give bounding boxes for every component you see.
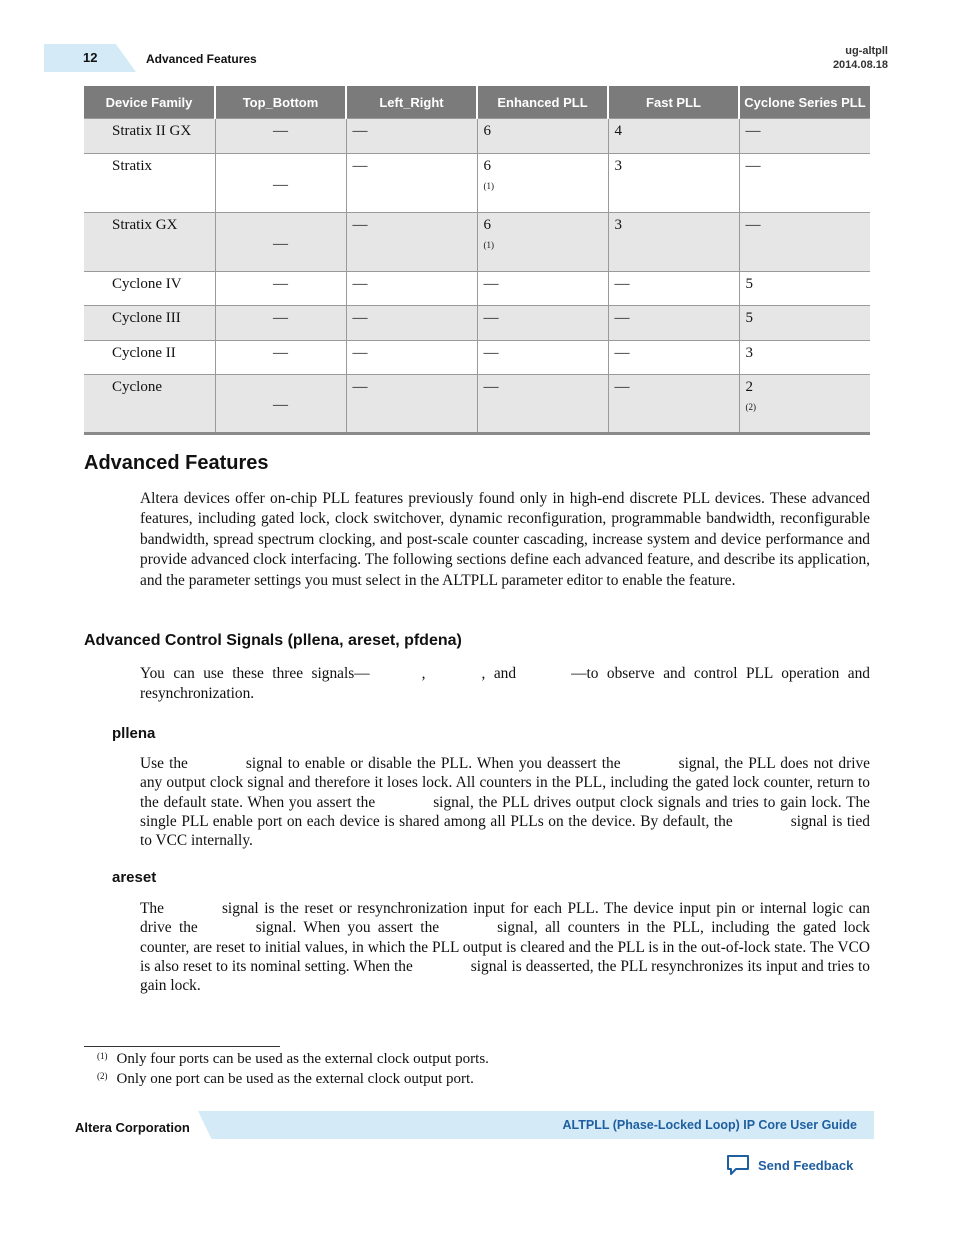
- footer-guide-title[interactable]: ALTPLL (Phase-Locked Loop) IP Core User Guide: [562, 1118, 857, 1132]
- column-header: Device Family: [84, 86, 215, 119]
- footnote: [97, 1051, 489, 1068]
- column-header: Left_Right: [346, 86, 477, 119]
- table-row: [84, 306, 870, 341]
- footnote-divider: [84, 1046, 280, 1047]
- table-row: [84, 119, 870, 154]
- cell-fast: —: [608, 341, 739, 375]
- doc-date: 2014.08.18: [832, 59, 888, 71]
- footnote-ref: (1): [483, 181, 494, 191]
- areset-paragraph: [140, 899, 870, 995]
- pll-device-table: [84, 86, 870, 435]
- cell-fast: —: [608, 272, 739, 306]
- feedback-speech-bubble-icon: [726, 1154, 750, 1176]
- cell-left-right: —: [346, 213, 477, 272]
- text-run: Use the: [140, 755, 188, 772]
- cell-top-bottom: —: [215, 375, 346, 434]
- cell-device: Stratix: [84, 154, 215, 213]
- table-row: [84, 154, 870, 213]
- table-row: [84, 272, 870, 306]
- advanced-features-paragraph: Altera devices offer on-chip PLL features previously found only in high-end discrete PLL devices. These advanced features, including gated lock, clock switchover, dynamic reconfiguration, programmable bandwidth, reconfigurable bandwidth, spread spectrum clocking, and post-scale counter cascading, increase system and device performance and provide advanced clock interfacing. The following sections define each advanced feature, and describe its application, and the parameter settings you must select in the ALTPLL parameter editor to enable the feature.: [140, 490, 870, 589]
- table-header-row: [84, 86, 870, 119]
- page-number: 12: [83, 50, 98, 65]
- column-header: Top_Bottom: [215, 86, 346, 119]
- text-run: signal. When you assert the: [255, 919, 440, 937]
- section-heading: Advanced Features: [84, 452, 269, 474]
- cell-value: 2: [745, 379, 753, 395]
- cell-enhanced: —: [477, 341, 608, 375]
- send-feedback-label: Send Feedback: [758, 1157, 854, 1173]
- cell-enhanced: [477, 213, 608, 272]
- cell-device: Cyclone: [84, 375, 215, 434]
- cell-fast: —: [608, 375, 739, 434]
- footnote-mark: (2): [97, 1071, 108, 1081]
- cell-cyclone: 5: [739, 306, 870, 341]
- text-run: signal, all counters in the PLL, including the gated lock counter, are reset to initial values, in which the PLL output is cleared and the PLL is in the out-of-lock state. The VCO is also reset to its nominal setting. When the: [140, 919, 871, 975]
- footnote-mark: (1): [97, 1051, 108, 1061]
- footer-company: Altera Corporation: [75, 1120, 190, 1135]
- control-signals-paragraph: [140, 664, 870, 705]
- cell-top-bottom: —: [215, 306, 346, 341]
- doc-id: ug-altpll: [845, 45, 888, 57]
- cell-cyclone: —: [739, 213, 870, 272]
- cell-cyclone: —: [739, 154, 870, 213]
- pllena-paragraph: [140, 754, 870, 850]
- footnote-ref: (2): [745, 402, 756, 412]
- cell-enhanced: [477, 154, 608, 213]
- cell-top-bottom: —: [215, 272, 346, 306]
- text-run: , and: [481, 665, 517, 682]
- cell-enhanced: 6: [477, 119, 608, 154]
- cell-fast: 3: [608, 213, 739, 272]
- send-feedback-link[interactable]: [726, 1154, 853, 1176]
- text-run: ,: [421, 665, 426, 682]
- cell-cyclone: [739, 375, 870, 434]
- cell-left-right: —: [346, 306, 477, 341]
- cell-value: 6: [483, 158, 491, 174]
- cell-device: Cyclone IV: [84, 272, 215, 306]
- cell-top-bottom: —: [215, 213, 346, 272]
- text-run: —to observe and control PLL operation and resynchronization.: [140, 665, 870, 703]
- subsubsection-heading: areset: [112, 869, 157, 886]
- text-run: signal is deasserted, the PLL resynchronizes its input and tries to gain lock.: [140, 957, 870, 995]
- cell-top-bottom: —: [215, 154, 346, 213]
- header-section-title: Advanced Features: [146, 52, 257, 66]
- cell-left-right: —: [346, 119, 477, 154]
- text-run: signal is the reset or resynchronization input for each PLL. The device input pin or internal logic can drive the: [140, 900, 870, 937]
- cell-left-right: —: [346, 154, 477, 213]
- cell-top-bottom: —: [215, 119, 346, 154]
- cell-cyclone: 3: [739, 341, 870, 375]
- text-run: signal, the PLL does not drive any output clock signal and therefore it loses lock. All counters in the PLL, including the gated lock counter, return to the default state. When you assert the: [140, 755, 870, 811]
- column-header: Fast PLL: [608, 86, 739, 119]
- header-doc-info: [833, 44, 888, 72]
- cell-fast: —: [608, 306, 739, 341]
- text-run: signal is tied to VCC internally.: [140, 812, 870, 850]
- footnote-ref: (1): [483, 240, 494, 250]
- cell-enhanced: —: [477, 375, 608, 434]
- text-run: The: [140, 900, 164, 917]
- cell-left-right: —: [346, 341, 477, 375]
- table-row: [84, 341, 870, 375]
- cell-cyclone: —: [739, 119, 870, 154]
- cell-value: 6: [483, 217, 491, 233]
- cell-fast: 3: [608, 154, 739, 213]
- cell-device: Cyclone III: [84, 306, 215, 341]
- footnote-text: Only four ports can be used as the external clock output ports.: [116, 1051, 489, 1067]
- subsubsection-heading: pllena: [112, 725, 156, 742]
- cell-device: Stratix II GX: [84, 119, 215, 154]
- text-run: signal, the PLL drives output clock signals and tries to gain lock. The single PLL enable port on each device is shared among all PLLs on the device. By default, the: [140, 793, 870, 830]
- subsection-heading: Advanced Control Signals (pllena, areset, pfdena): [84, 632, 462, 649]
- footnote-text: Only one port can be used as the external clock output port.: [116, 1071, 474, 1087]
- text-run: You can use these three signals—: [140, 665, 370, 682]
- column-header: Enhanced PLL: [477, 86, 608, 119]
- table-row: [84, 375, 870, 434]
- text-run: signal to enable or disable the PLL. When you deassert the: [245, 755, 621, 772]
- cell-fast: 4: [608, 119, 739, 154]
- cell-enhanced: —: [477, 272, 608, 306]
- cell-device: Cyclone II: [84, 341, 215, 375]
- cell-device: Stratix GX: [84, 213, 215, 272]
- table-row: [84, 213, 870, 272]
- cell-cyclone: 5: [739, 272, 870, 306]
- cell-top-bottom: —: [215, 341, 346, 375]
- cell-enhanced: —: [477, 306, 608, 341]
- cell-left-right: —: [346, 272, 477, 306]
- footnote: [97, 1071, 474, 1088]
- column-header: Cyclone Series PLL: [739, 86, 870, 119]
- cell-left-right: —: [346, 375, 477, 434]
